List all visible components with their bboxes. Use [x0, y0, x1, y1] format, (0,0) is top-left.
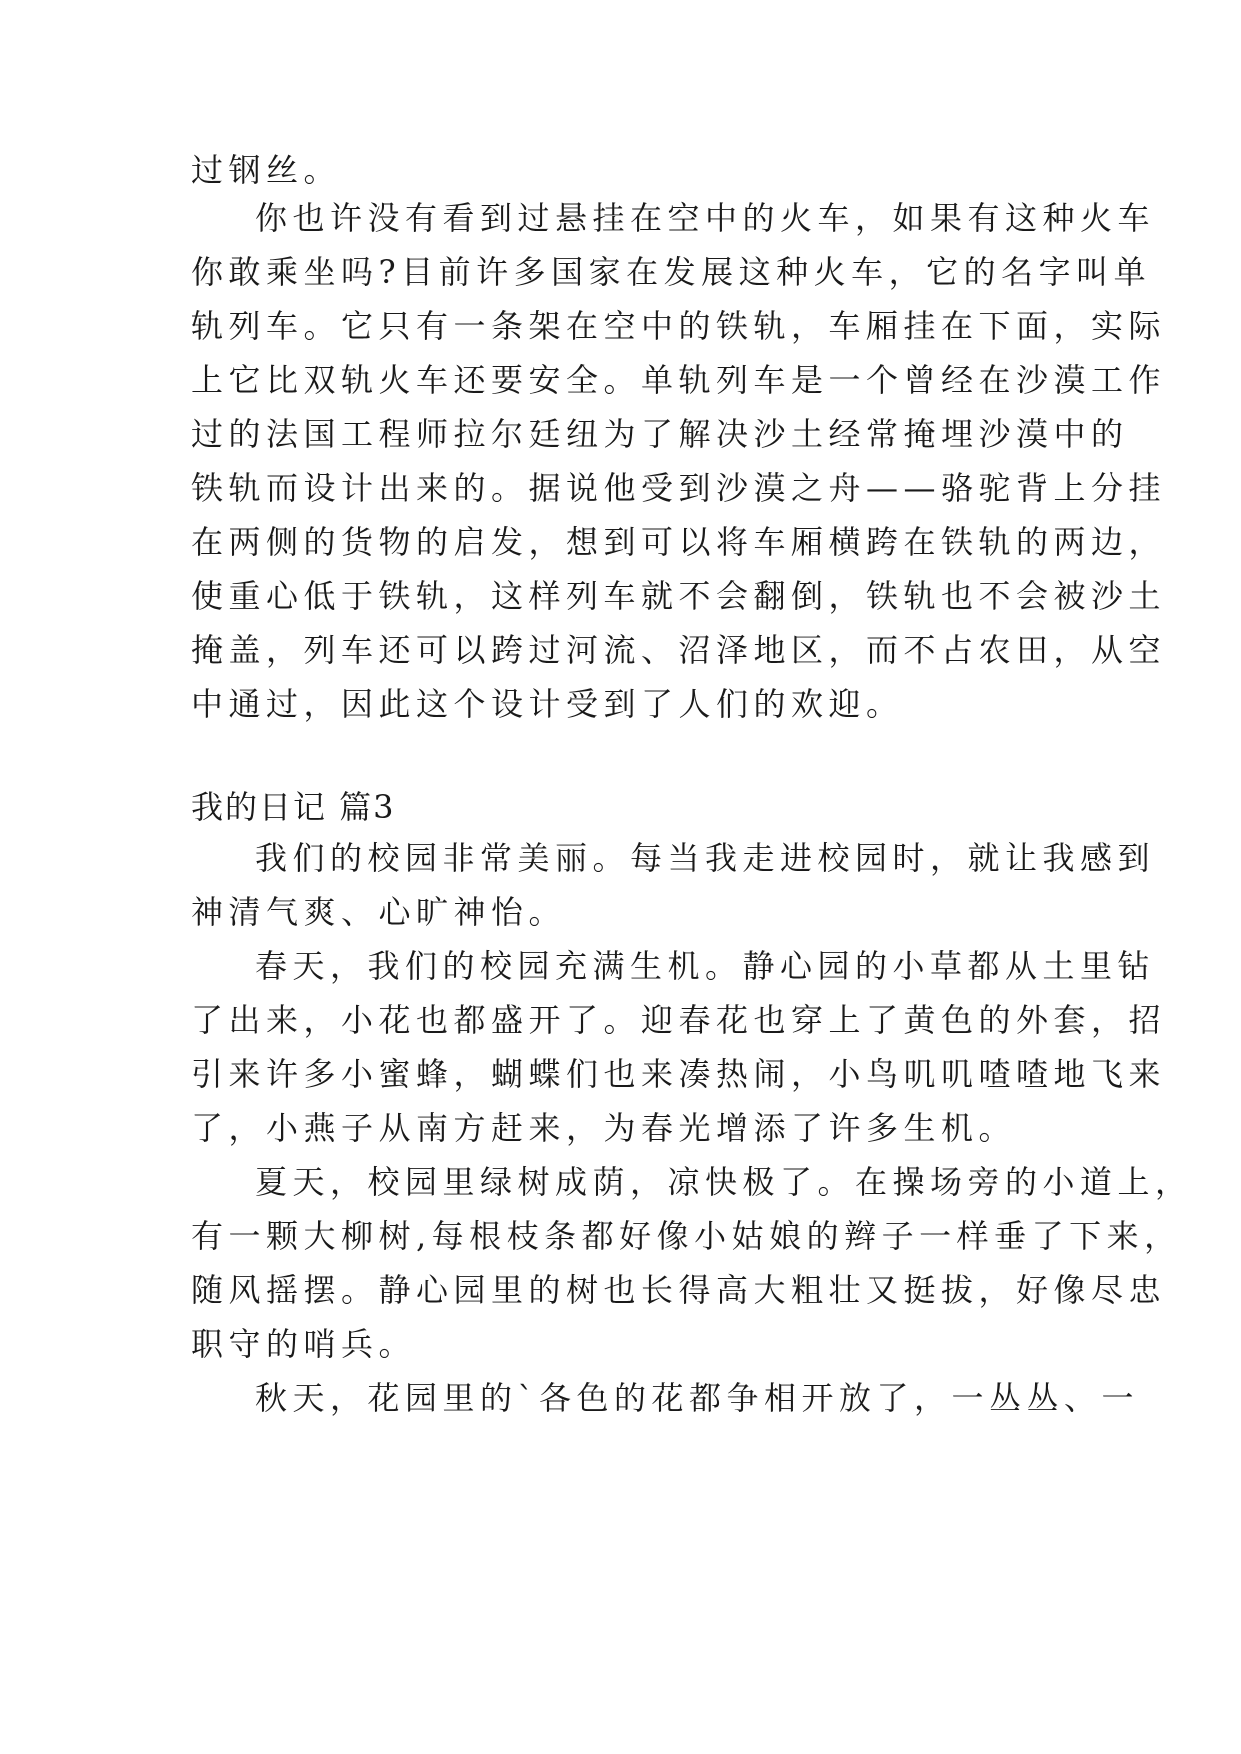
- text-line: 过的法国工程师拉尔廷纽为了解决沙土经常掩埋沙漠中的: [191, 415, 1129, 453]
- text-line: 掩盖，列车还可以跨过河流、沼泽地区，而不占农田，从空: [191, 631, 1167, 669]
- text-line: 了，小燕子从南方赶来，为春光增添了许多生机。: [191, 1109, 1017, 1147]
- text-line: 我们的校园非常美丽。每当我走进校园时，就让我感到: [255, 839, 1156, 877]
- text-line: 在两侧的货物的启发，想到可以将车厢横跨在铁轨的两边，: [191, 523, 1167, 561]
- text-line: 过钢丝。: [191, 151, 342, 189]
- text-line: 你也许没有看到过悬挂在空中的火车，如果有这种火车: [255, 199, 1156, 237]
- text-line: 你敢乘坐吗?目前许多国家在发展这种火车，它的名字叫单: [191, 253, 1152, 291]
- text-line: 有一颗大柳树,每根枝条都好像小姑娘的辫子一样垂了下来，: [191, 1217, 1182, 1255]
- text-line: 上它比双轨火车还要安全。单轨列车是一个曾经在沙漠工作: [191, 361, 1167, 399]
- text-line: 了出来，小花也都盛开了。迎春花也穿上了黄色的外套，招: [191, 1001, 1167, 1039]
- text-line: 轨列车。它只有一条架在空中的铁轨，车厢挂在下面，实际: [191, 307, 1167, 345]
- section-heading: 我的日记 篇3: [191, 788, 396, 826]
- text-line: 引来许多小蜜蜂，蝴蝶们也来凑热闹，小鸟叽叽喳喳地飞来: [191, 1055, 1167, 1093]
- text-line: 铁轨而设计出来的。据说他受到沙漠之舟——骆驼背上分挂: [191, 469, 1167, 507]
- text-line: 中通过，因此这个设计受到了人们的欢迎。: [191, 685, 904, 723]
- text-line: 职守的哨兵。: [191, 1325, 417, 1363]
- text-line: 神清气爽、心旷神怡。: [191, 893, 567, 931]
- text-line: 秋天，花园里的`各色的花都争相开放了，一丛丛、一: [255, 1379, 1140, 1417]
- text-line: 使重心低于铁轨，这样列车就不会翻倒，铁轨也不会被沙土: [191, 577, 1167, 615]
- text-line: 春天，我们的校园充满生机。静心园的小草都从土里钻: [255, 947, 1156, 985]
- text-line: 随风摇摆。静心园里的树也长得高大粗壮又挺拔，好像尽忠: [191, 1271, 1167, 1309]
- text-line: 夏天，校园里绿树成荫，凉快极了。在操场旁的小道上，: [255, 1163, 1193, 1201]
